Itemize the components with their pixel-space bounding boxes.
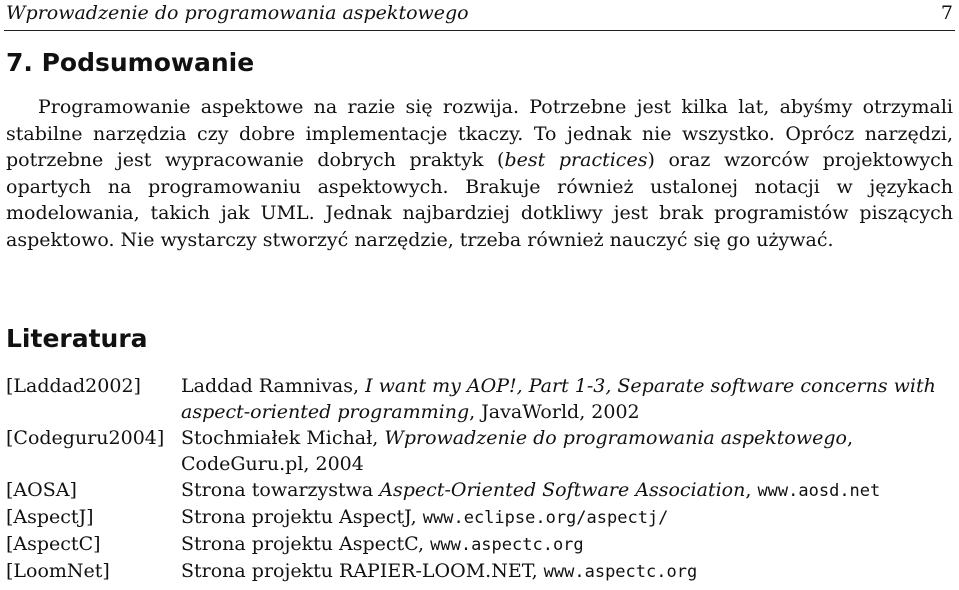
- bib-author: Strona projektu AspectC,: [181, 533, 431, 555]
- bib-body: [181, 558, 953, 585]
- bib-author: Strona towarzystwa: [181, 479, 380, 501]
- bib-url-link[interactable]: www.aspectc.org: [430, 535, 584, 555]
- bib-author: Stochmiałek Michał,: [181, 427, 385, 449]
- page-number: 7: [940, 2, 953, 24]
- bib-rest: , CodeGuru.pl, 2004: [181, 427, 853, 475]
- section-heading-literature: Literatura: [6, 324, 148, 353]
- bib-entry-laddad2002: [6, 373, 953, 425]
- bib-key: [AspectC]: [6, 533, 101, 555]
- bib-body: [181, 373, 953, 425]
- bib-url-link[interactable]: www.aspectc.org: [543, 562, 698, 582]
- bib-body: [181, 425, 953, 477]
- bib-entry-loomnet: [6, 558, 953, 585]
- bib-key: [AOSA]: [6, 479, 77, 501]
- bib-entry-aspectc: [6, 531, 953, 558]
- bib-url-link[interactable]: www.aosd.net: [757, 481, 881, 501]
- bibliography-list: [6, 373, 953, 585]
- bib-key: [LoomNet]: [6, 560, 110, 582]
- bib-entry-aspectj: [6, 504, 953, 531]
- bib-author: Strona projektu AspectJ,: [181, 506, 423, 528]
- section-heading-summary: 7. Podsumowanie: [6, 48, 255, 77]
- summary-emphasis: best practices: [504, 149, 648, 172]
- bib-author: Laddad Ramnivas,: [181, 375, 366, 397]
- bib-body: [181, 531, 953, 558]
- summary-text-2: ) oraz wzorców projektowych opartych na programowaniu aspektowych. Brakuje również ustalonej notacji w językach modelowania, takich jak UML. Jednak najbardziej dotkliwy jest brak programistów piszących aspektowo. Nie wystarczy stworzyć narzędzie, trzeba również nauczyć się go używać.: [6, 149, 953, 251]
- bib-entry-codeguru2004: [6, 425, 953, 477]
- running-header-title: Wprowadzenie do programowania aspektowego: [6, 2, 469, 24]
- bib-title: Wprowadzenie do programowania aspektowego: [384, 427, 847, 449]
- bib-key: [Laddad2002]: [6, 375, 141, 397]
- bib-key: [Codeguru2004]: [6, 427, 165, 449]
- bib-key: [AspectJ]: [6, 506, 94, 528]
- summary-paragraph: [6, 94, 953, 254]
- bib-url-link[interactable]: www.eclipse.org/aspectj/: [422, 508, 669, 528]
- bib-rest: , JavaWorld, 2002: [469, 401, 640, 423]
- bib-title: Aspect-Oriented Software Association: [379, 479, 746, 501]
- bib-entry-aosa: [6, 477, 953, 504]
- header-rule: [4, 30, 955, 31]
- summary-text-1: Programowanie aspektowe na razie się rozwija. Potrzebne jest kilka lat, abyśmy otrzymali stabilne narzędzia czy dobre implementacje tkaczy. To jednak nie wszystko. Oprócz narzędzi, potrzebne jest wypracowanie dobrych praktyk (: [6, 96, 953, 172]
- bib-title: I want my AOP!, Part 1-3, Separate software concerns with aspect-oriented programming: [181, 375, 936, 423]
- bib-rest: ,: [745, 479, 758, 501]
- running-header: [6, 0, 953, 26]
- bib-body: [181, 477, 953, 504]
- bib-body: [181, 504, 953, 531]
- bib-author: Strona projektu RAPIER-LOOM.NET,: [181, 560, 544, 582]
